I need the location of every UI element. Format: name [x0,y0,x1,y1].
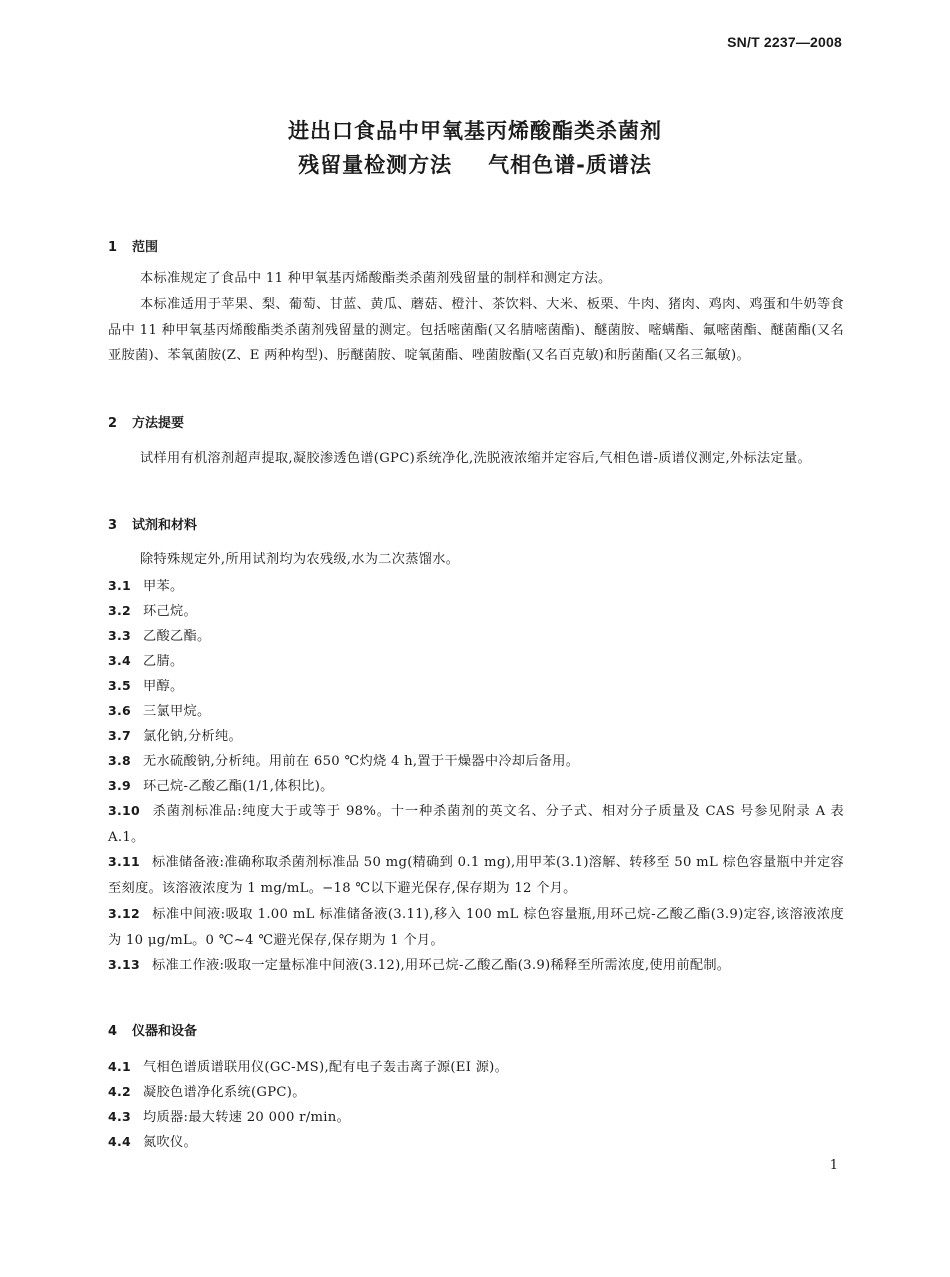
section-1-heading [108,236,158,255]
list-item-3-7: 3.7 氯化钠,分析纯。 [108,728,242,744]
document-title-line1: 进出口食品中甲氧基丙烯酸酯类杀菌剂 [288,119,662,143]
section-title: 范围 [132,240,159,255]
list-item-3-2: 3.2 环己烷。 [108,603,197,619]
list-item-3-3: 3.3 乙酸乙酯。 [108,628,211,644]
list-item-3-6: 3.6 三氯甲烷。 [108,703,211,719]
list-item-4-4: 4.4 氮吹仪。 [108,1134,197,1150]
list-item-3-12: 3.12 标准中间液:吸取 1.00 mL 标准储备液(3.11),移入 100 mL 棕色容量瓶,用环己烷-乙酸乙酯(3.9)定容,该溶液浓度为 10 μg/mL。0 ℃~4 ℃避光保存,保存期为 1 个月。 [108,906,844,948]
section-2-heading [108,412,184,431]
list-item-3-1: 3.1 甲苯。 [108,578,184,594]
section-number: 4 [108,1024,118,1039]
list-item-4-3: 4.3 均质器:最大转速 20 000 r/min。 [108,1109,351,1125]
section-1-paragraph-2: 本标准适用于苹果、梨、葡萄、甘蓝、黄瓜、蘑菇、橙汁、茶饮料、大米、板栗、牛肉、猪肉、鸡肉、鸡蛋和牛奶等食品中 11 种甲氧基丙烯酸酯类杀菌剂残留量的测定。包括嘧菌酯(又名腈嘧菌酯)、醚菌胺、嘧螨酯、氟嘧菌酯、醚菌酯(又名亚胺菌)、苯氧菌胺(Z、E 两种构型)、肟醚菌胺、啶氧菌酯、唑菌胺酯(又名百克敏)和肟菌酯(又名三氟敏)。 [108,297,844,363]
section-title: 仪器和设备 [132,1024,198,1039]
title-part-b: 气相色谱-质谱法 [488,153,652,177]
section-number: 2 [108,416,118,431]
section-3-paragraph-1: 除特殊规定外,所用试剂均为农残级,水为二次蒸馏水。 [140,552,460,567]
document-title-line2 [0,150,950,180]
list-item-3-8: 3.8 无水硫酸钠,分析纯。用前在 650 ℃灼烧 4 h,置于干燥器中冷却后备用。 [108,753,580,769]
list-item-4-1: 4.1 气相色谱质谱联用仪(GC-MS),配有电子轰击离子源(EI 源)。 [108,1059,509,1075]
list-item-3-4: 3.4 乙腈。 [108,653,184,669]
list-item-4-2: 4.2 凝胶色谱净化系统(GPC)。 [108,1084,306,1100]
section-number: 3 [108,518,118,533]
title-part-a: 残留量检测方法 [298,153,453,177]
section-number: 1 [108,240,118,255]
page-number: 1 [829,1158,838,1173]
standard-code: SN/T 2237—2008 [727,34,842,50]
list-item-3-9: 3.9 环己烷-乙酸乙酯(1/1,体积比)。 [108,778,334,794]
section-1-paragraph-1: 本标准规定了食品中 11 种甲氧基丙烯酸酯类杀菌剂残留量的制样和测定方法。 [140,271,612,286]
list-item-3-5: 3.5 甲醇。 [108,678,184,694]
section-2-paragraph-1: 试样用有机溶剂超声提取,凝胶渗透色谱(GPC)系统净化,洗脱液浓缩并定容后,气相色谱-质谱仪测定,外标法定量。 [140,451,811,466]
list-item-3-10: 3.10 杀菌剂标准品:纯度大于或等于 98%。十一种杀菌剂的英文名、分子式、相对分子质量及 CAS 号参见附录 A 表 A.1。 [108,803,844,845]
section-title: 试剂和材料 [132,518,198,533]
section-3-heading [108,514,197,533]
section-title: 方法提要 [132,416,185,431]
section-4-heading [108,1020,197,1039]
list-item-3-13: 3.13 标准工作液:吸取一定量标准中间液(3.12),用环己烷-乙酸乙酯(3.9)稀释至所需浓度,使用前配制。 [108,957,731,973]
list-item-3-11: 3.11 标准储备液:准确称取杀菌剂标准品 50 mg(精确到 0.1 mg),用甲苯(3.1)溶解、转移至 50 mL 棕色容量瓶中并定容至刻度。该溶液浓度为 1 mg/mL。−18 ℃以下避光保存,保存期为 12 个月。 [108,854,844,896]
